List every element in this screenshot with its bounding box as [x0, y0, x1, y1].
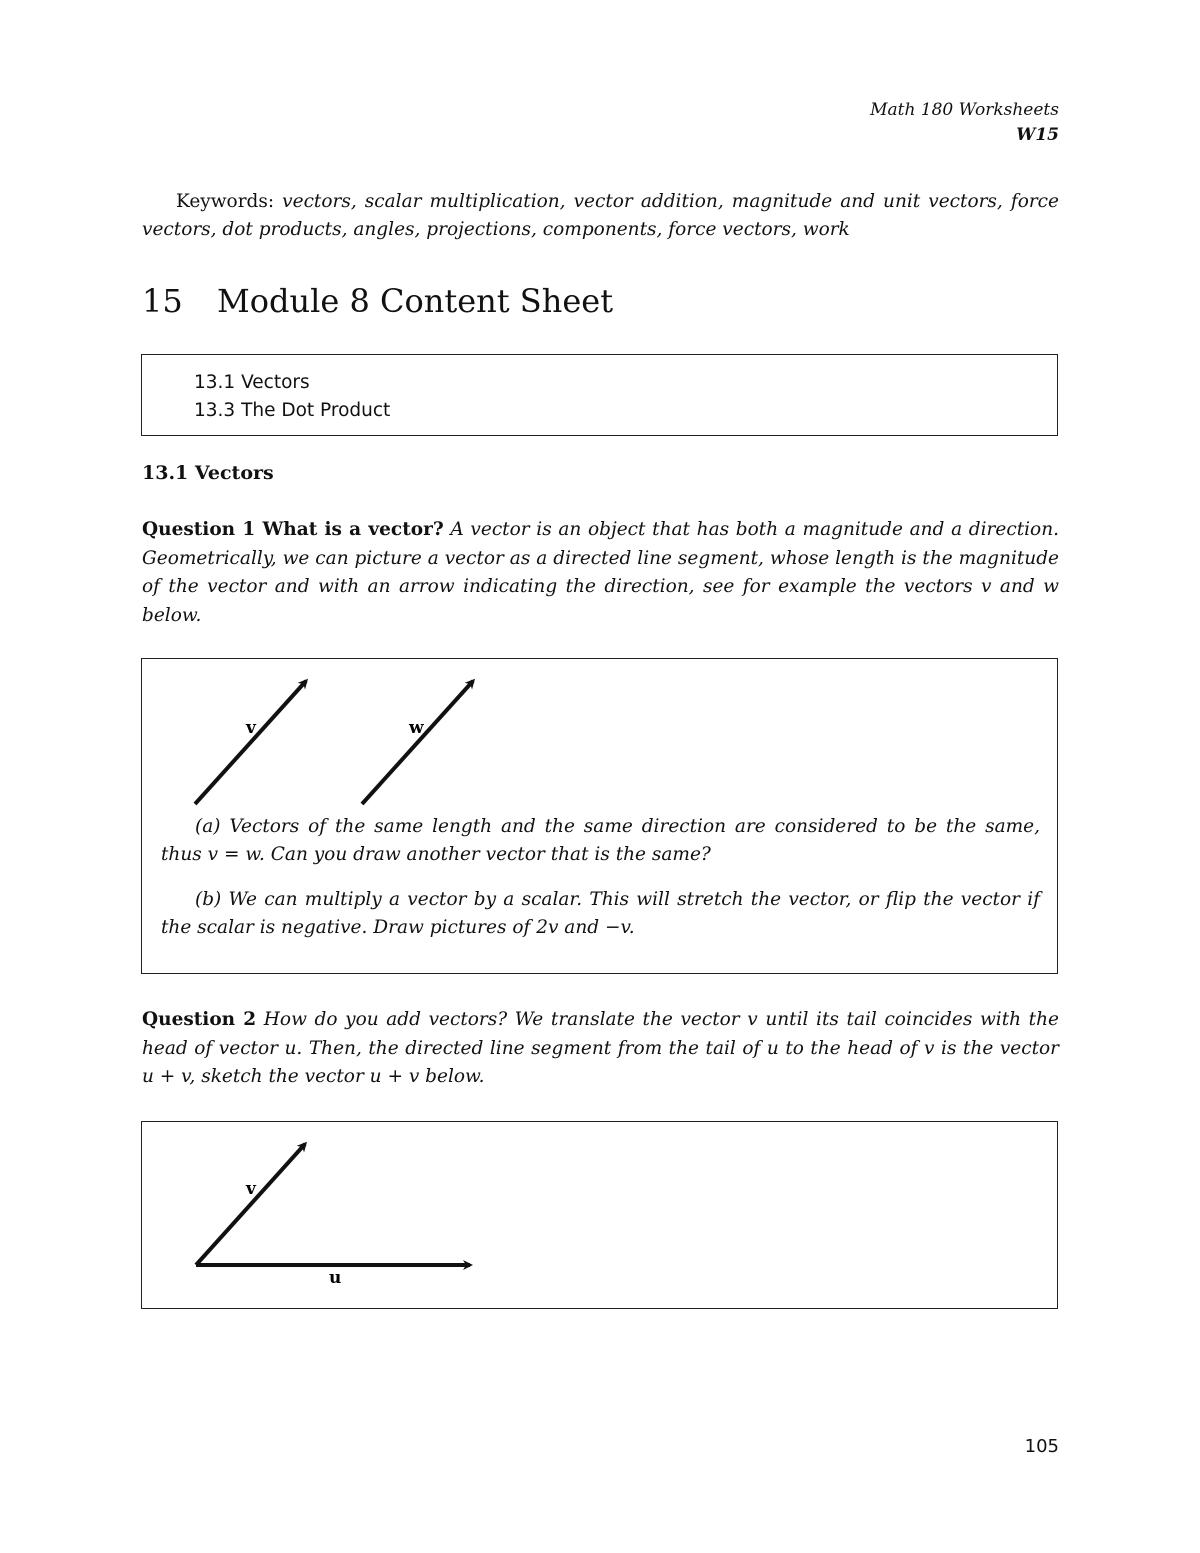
section-heading — [142, 282, 613, 320]
section-number: 15 — [142, 282, 183, 320]
question-1-text: A vector is an object that has both a magnitude and a direction. Geometrically, we can picture a vector as a directed line segment, whose length is the magnitude of the vector and with an arrow indicating the direction, see for example the vectors v and w below. — [142, 519, 1059, 626]
part-a-text: (a) Vectors of the same length and the same direction are considered to be the same, thus v = w. Can you draw another vector that is the same? — [161, 816, 1040, 865]
question-1-label: Question 1 What is a vector? — [142, 519, 444, 540]
part-b-text: (b) We can multiply a vector by a scalar. This will stretch the vector, or flip the vector if the scalar is negative. Draw pictures of 2v and −v. — [161, 889, 1040, 938]
course-title: Math 180 Worksheets — [870, 100, 1059, 120]
question-2-text: How do you add vectors? We translate the vector v until its tail coincides with the head of vector u. Then, the directed line segment from the tail of u to the head of v is the vector u + v, sketch the vector u + v below. — [142, 1009, 1059, 1087]
vector-v-arrow — [196, 1144, 305, 1265]
vector-v-label: v — [246, 718, 256, 738]
keywords-label: Keywords: — [176, 191, 275, 212]
topic-item: 13.1 Vectors — [194, 372, 310, 393]
vector-w-arrow — [362, 681, 473, 804]
keywords-list: vectors, scalar multiplication, vector addition, magnitude and unit vectors, force vectors, dot products, angles, projections, components, force vectors, work — [142, 191, 1059, 240]
vector-u-label: u — [329, 1268, 342, 1288]
section-title: Module 8 Content Sheet — [217, 282, 614, 320]
page-number: 105 — [1024, 1436, 1059, 1457]
topics-box — [141, 354, 1058, 436]
vector-v-arrow — [195, 681, 306, 804]
vector-v-label: v — [246, 1179, 256, 1199]
topic-item: 13.3 The Dot Product — [194, 400, 391, 421]
figure-1-part-a — [161, 813, 1040, 869]
vector-addition-diagram — [142, 1122, 1057, 1308]
question-2-label: Question 2 — [142, 1009, 257, 1030]
figure-addition-box — [141, 1121, 1058, 1309]
page-header — [870, 98, 1059, 148]
figure-1-part-b — [161, 886, 1040, 942]
subsection-heading: 13.1 Vectors — [142, 462, 274, 484]
keywords-line — [142, 188, 1059, 244]
worksheet-code: W15 — [1016, 125, 1059, 145]
vector-w-label: w — [409, 718, 424, 738]
question-1 — [142, 516, 1059, 630]
question-2 — [142, 1006, 1059, 1092]
figure-vectors-box — [141, 658, 1058, 974]
